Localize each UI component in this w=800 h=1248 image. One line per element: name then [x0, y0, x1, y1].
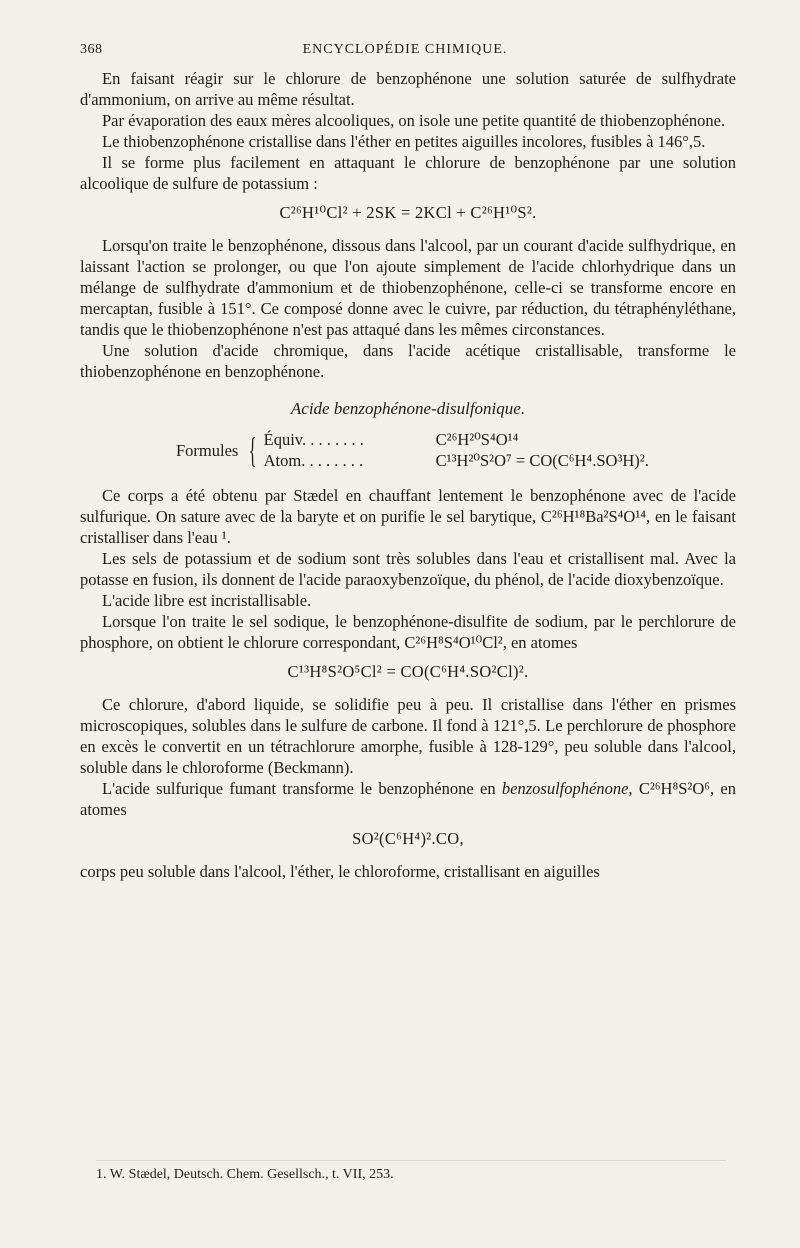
compound-name: benzosulfophénone [501, 779, 629, 798]
formula-label: Équiv. . . . . . . . [263, 430, 364, 449]
page-number: 368 [80, 42, 103, 57]
page-header [80, 42, 730, 58]
paragraph: Lorsqu'on traite le benzophénone, dissous dans l'alcool, par un courant d'acide sulfhydrique, en laissant l'action se prolonger, ou que l'on ajoute simplement de l'acide chlorhydrique dans un mélange de sulfhydrate d'ammonium et de thiobenzophénone, celle-ci se transforme encore en mercaptan, fusible à 151°. Ce composé donne avec le cuivre, par réduction, du tétraphényléthane, tandis que le thiobenzophénone n'est pas attaqué dans les mêmes circonstances. [80, 236, 736, 339]
paragraph: Par évaporation des eaux mères alcooliques, on isole une petite quantité de thiobenzophénone. [102, 111, 726, 130]
paragraph: corps peu soluble dans l'alcool, l'éther, le chloroforme, cristallisant en aiguilles [80, 862, 600, 881]
paragraph: Lorsque l'on traite le sel sodique, le benzophénone-disulfite de sodium, par le perchlorure de phosphore, on obtient le chlorure correspondant, C²⁶H⁸S⁴O¹⁰Cl², en atomes [80, 612, 736, 652]
formula-lead: Formules [176, 440, 239, 460]
paragraph [80, 778, 736, 820]
formula-value: C²⁶H²⁰S⁴O¹⁴ [435, 430, 519, 449]
paragraph: Il se forme plus facilement en attaquant le chlorure de benzophénone par une solution alcoolique de sulfure de potassium : [80, 153, 736, 193]
brace-glyph: { [249, 430, 257, 470]
paragraph: Ce chlorure, d'abord liquide, se solidifie peu à peu. Il cristallise dans l'éther en prismes microscopiques, solubles dans le sulfure de carbone. Il fond à 121°,5. Le perchlorure de phosphore en excès le convertit en un tétrachlorure amorphe, fusible à 128-129°, peu soluble dans l'alcool, soluble dans le chloroforme (Beckmann). [80, 695, 736, 777]
equation: C²⁶H¹⁰Cl² + 2SK = 2KCl + C²⁶H¹⁰S². [279, 203, 537, 222]
paragraph: Une solution d'acide chromique, dans l'acide acétique cristallisable, transforme le thiobenzophénone en benzophénone. [80, 341, 736, 381]
formula-row [264, 450, 649, 471]
page-body [80, 68, 736, 882]
section-title: Acide benzophénone-disulfonique. [290, 399, 526, 418]
paragraph-text: L'acide sulfurique fumant transforme le benzophénone en [102, 779, 502, 798]
paragraph: En faisant réagir sur le chlorure de benzophénone une solution saturée de sulfhydrate d'ammonium, on arrive au même résultat. [80, 69, 736, 109]
paragraph: Les sels de potassium et de sodium sont très solubles dans l'eau et cristallisent mal. Avec la potasse en fusion, ils donnent de l'acide paraoxybenzoïque, du phénol, de l'acide dioxybenzoïque. [80, 549, 736, 589]
running-title: ENCYCLOPÉDIE CHIMIQUE. [302, 42, 508, 57]
equation: SO²(C⁶H⁴)².CO, [352, 829, 464, 848]
paragraph-text: , C²⁶H⁸S²O⁶, en atomes [80, 779, 736, 819]
formula-row [264, 429, 649, 450]
equation: C¹³H⁸S²O⁵Cl² = CO(C⁶H⁴.SO²Cl)². [287, 662, 529, 681]
paragraph: Ce corps a été obtenu par Stædel en chauffant lentement le benzophénone avec de l'acide sulfurique. On sature avec de la baryte et on purifie le sel barytique, C²⁶H¹⁸Ba²S⁴O¹⁴, en le faisant cristalliser dans l'eau ¹. [80, 486, 736, 547]
formula-value: C¹³H²⁰S²O⁷ = CO(C⁶H⁴.SO³H)². [435, 451, 649, 470]
paragraph: Le thiobenzophénone cristallise dans l'éther en petites aiguilles incolores, fusibles à 146°,5. [102, 132, 706, 151]
footnote: 1. W. Stædel, Deutsch. Chem. Gesellsch., t. VII, 253. [96, 1160, 726, 1183]
formula-block [176, 429, 736, 471]
formula-label: Atom. . . . . . . . [263, 451, 364, 470]
paragraph: L'acide libre est incristallisable. [102, 591, 312, 610]
